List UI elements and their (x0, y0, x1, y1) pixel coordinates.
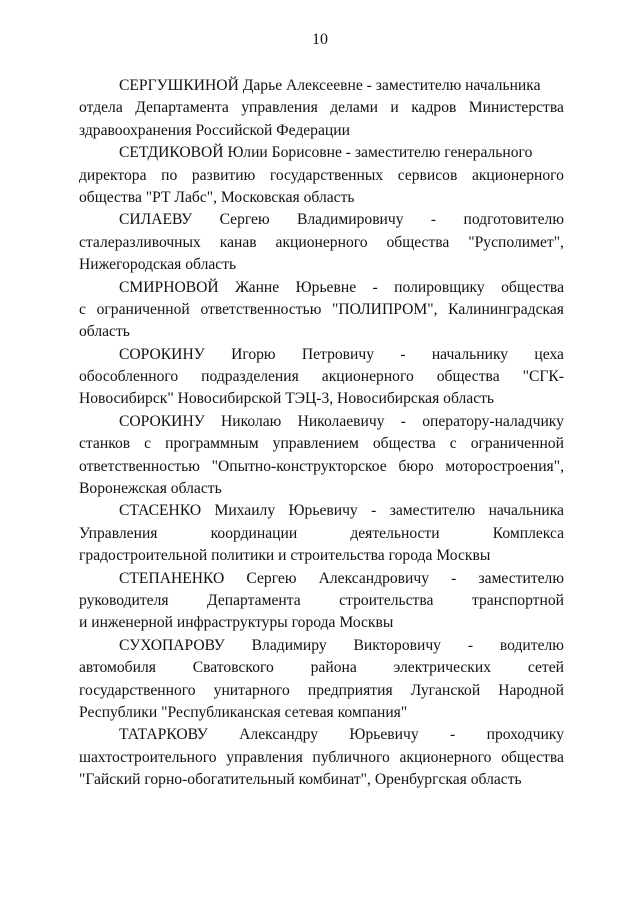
text-segment: делами (330, 99, 378, 117)
text-segment: Юрьевичу (349, 726, 419, 744)
text-segment: Воронежская область (79, 480, 222, 498)
text-segment: района (310, 659, 357, 677)
text-segment: Сергею (219, 211, 270, 229)
text-segment: управлением (272, 435, 359, 453)
text-line (79, 321, 564, 343)
text-segment: подготовителю (463, 211, 564, 229)
text-line (79, 478, 564, 500)
text-line (79, 702, 564, 724)
text-line (79, 500, 564, 522)
text-segment: сталеразливочных (79, 233, 201, 251)
text-segment: Владимиру (251, 636, 327, 654)
text-segment: Комплекса (492, 524, 564, 542)
text-line (79, 411, 564, 433)
text-segment: заместителю (478, 569, 564, 587)
text-segment: водителю (499, 636, 564, 654)
text-segment: - (372, 278, 378, 296)
text-segment: Управления (79, 524, 158, 542)
text-segment: "Гайский горно-обогатительный комбинат", Оренбургская область (79, 771, 522, 789)
text-line (79, 747, 564, 769)
text-line (79, 612, 564, 634)
text-line (79, 657, 564, 679)
text-line (79, 277, 564, 299)
text-line (79, 724, 564, 746)
text-line (79, 75, 564, 97)
text-segment: кадров (411, 99, 457, 117)
text-segment: "Опытно-конструкторское (211, 457, 387, 475)
text-segment: автомобиля (79, 659, 156, 677)
text-segment: акционерного (399, 748, 492, 766)
text-segment: Александру (239, 726, 319, 744)
text-line (79, 254, 564, 276)
text-segment: - (371, 502, 377, 520)
text-segment: предприятия (307, 681, 393, 699)
text-segment: деятельности (350, 524, 440, 542)
award-entry (79, 209, 564, 276)
text-segment: проходчику (486, 726, 564, 744)
text-line (79, 388, 564, 410)
text-segment: общества (386, 233, 450, 251)
text-segment: акционерного (321, 368, 414, 386)
award-entry (79, 500, 564, 567)
text-segment: сетей (527, 659, 564, 677)
award-entry (79, 724, 564, 791)
text-segment: шахтостроительного (79, 748, 217, 766)
text-segment: - (451, 569, 457, 587)
text-segment: акционерного (471, 166, 564, 184)
text-segment: - (450, 726, 456, 744)
text-segment: директора (79, 166, 147, 184)
text-segment: ответственностью (79, 457, 200, 475)
text-segment: цеха (534, 345, 564, 363)
text-line (79, 545, 564, 567)
text-segment: здравоохранения Российской Федерации (79, 121, 350, 139)
text-segment: управления (226, 748, 303, 766)
text-segment: - (467, 636, 474, 654)
text-line (79, 299, 564, 321)
text-segment: ответственностью (200, 300, 322, 318)
text-segment: СИЛАЕВУ (119, 211, 193, 229)
text-line (79, 142, 564, 164)
text-segment: полировщику (394, 278, 485, 296)
text-segment: по (161, 166, 178, 184)
text-segment: СМИРНОВОЙ (119, 278, 219, 296)
text-segment: заместителю (389, 502, 476, 520)
text-segment: Александровичу (318, 569, 430, 587)
text-segment: с (449, 435, 457, 453)
text-segment: Михаилу (214, 502, 276, 520)
text-segment: Юрьевичу (288, 502, 358, 520)
text-segment: общества (372, 435, 436, 453)
text-segment: градостроительной политики и строительства города Москвы (79, 547, 491, 565)
text-segment: Николаевичу (297, 412, 385, 430)
text-segment: Петровичу (301, 345, 375, 363)
text-segment: СОРОКИНУ (119, 345, 205, 363)
award-entry (79, 344, 564, 411)
text-line (79, 680, 564, 702)
text-line (79, 590, 564, 612)
text-segment: "ПОЛИПРОМ", (332, 300, 438, 318)
text-segment: Жанне (235, 278, 280, 296)
award-entry (79, 75, 564, 142)
text-segment: Новосибирск" Новосибирской ТЭЦ-3, Новосибирская область (79, 390, 495, 408)
text-line (79, 568, 564, 590)
text-line (79, 456, 564, 478)
text-segment: СУХОПАРОВУ (119, 636, 225, 654)
award-entry (79, 277, 564, 344)
text-segment: подразделения (201, 368, 299, 386)
text-segment: с (144, 435, 152, 453)
text-segment: государственного (79, 681, 196, 699)
text-segment: Владимировичу (297, 211, 404, 229)
text-segment: бюро (398, 457, 434, 475)
text-segment: Луганской (410, 681, 481, 699)
text-segment: общества (501, 748, 564, 766)
text-segment: развитию (191, 166, 256, 184)
text-segment: Викторовичу (353, 636, 441, 654)
text-segment: общества (436, 368, 500, 386)
award-entry (79, 411, 564, 501)
text-line (79, 344, 564, 366)
text-segment: публичного (312, 748, 390, 766)
text-segment: руководителя (79, 591, 169, 609)
text-segment: начальнику (431, 345, 509, 363)
text-segment: - (400, 412, 406, 430)
text-segment: программным (165, 435, 259, 453)
text-segment: СЕРГУШКИНОЙ Дарье Алексеевне - заместителю начальника (119, 77, 541, 94)
text-segment: СЕТДИКОВОЙ Юлии Борисовне - заместителю генерального (119, 144, 533, 162)
page-number: 10 (312, 31, 328, 48)
text-segment: строительства (339, 591, 434, 609)
text-segment: станков (79, 435, 131, 453)
text-line (79, 433, 564, 455)
text-segment: Министерства (468, 99, 564, 117)
award-entry (79, 635, 564, 725)
text-segment: и (390, 99, 399, 117)
text-line (79, 187, 564, 209)
text-segment: обособленного (79, 368, 179, 386)
text-segment: "Русполимет", (468, 233, 564, 251)
text-segment: Сватовского (192, 659, 274, 677)
text-line (79, 523, 564, 545)
text-segment: область (79, 323, 130, 341)
text-segment: ограниченной (470, 435, 564, 453)
text-segment: Республики "Республиканская сетевая компания" (79, 703, 408, 721)
document-body (79, 75, 564, 792)
text-line (79, 165, 564, 187)
text-segment: с (79, 300, 86, 318)
text-segment: общества "РТ Лабс", Московская область (79, 188, 355, 206)
text-line (79, 769, 564, 791)
text-segment: канав (219, 233, 257, 251)
text-segment: моторостроения", (445, 457, 564, 475)
text-segment: Юрьевне (295, 278, 357, 296)
text-line (79, 232, 564, 254)
text-segment: ТАТАРКОВУ (119, 726, 208, 744)
text-segment: СТАСЕНКО (119, 502, 202, 520)
text-segment: СОРОКИНУ (119, 412, 205, 430)
text-segment: СТЕПАНЕНКО (119, 569, 225, 587)
text-segment: унитарного (213, 681, 290, 699)
text-line (79, 97, 564, 119)
text-segment: общества (501, 278, 564, 296)
award-entry (79, 142, 564, 209)
text-segment: транспортной (471, 591, 564, 609)
text-segment: Департамента (207, 591, 301, 609)
text-line (79, 366, 564, 388)
text-segment: Игорю (231, 345, 276, 363)
text-segment: "СГК- (522, 368, 564, 386)
text-segment: сервисов (397, 166, 458, 184)
text-segment: и инженерной инфраструктуры города Москвы (79, 614, 394, 632)
text-segment: Департамента (135, 99, 229, 117)
text-segment: Нижегородская область (79, 256, 237, 274)
text-line (79, 120, 564, 142)
text-segment: - (430, 211, 437, 229)
text-segment: оператору-наладчику (422, 412, 564, 430)
text-segment: ограниченной (96, 300, 190, 318)
text-segment: Николаю (221, 412, 282, 430)
text-segment: управления (241, 99, 318, 117)
text-segment: - (400, 345, 406, 363)
text-line (79, 635, 564, 657)
text-segment: Сергею (246, 569, 297, 587)
award-entry (79, 568, 564, 635)
text-segment: Калининградская (448, 300, 564, 318)
text-segment: координации (210, 524, 298, 542)
text-segment: акционерного (275, 233, 368, 251)
text-segment: Народной (498, 681, 564, 699)
text-line (79, 209, 564, 231)
text-segment: начальника (488, 502, 564, 520)
text-segment: электрических (393, 659, 492, 677)
text-segment: отдела (79, 99, 123, 117)
text-segment: государственных (269, 166, 384, 184)
